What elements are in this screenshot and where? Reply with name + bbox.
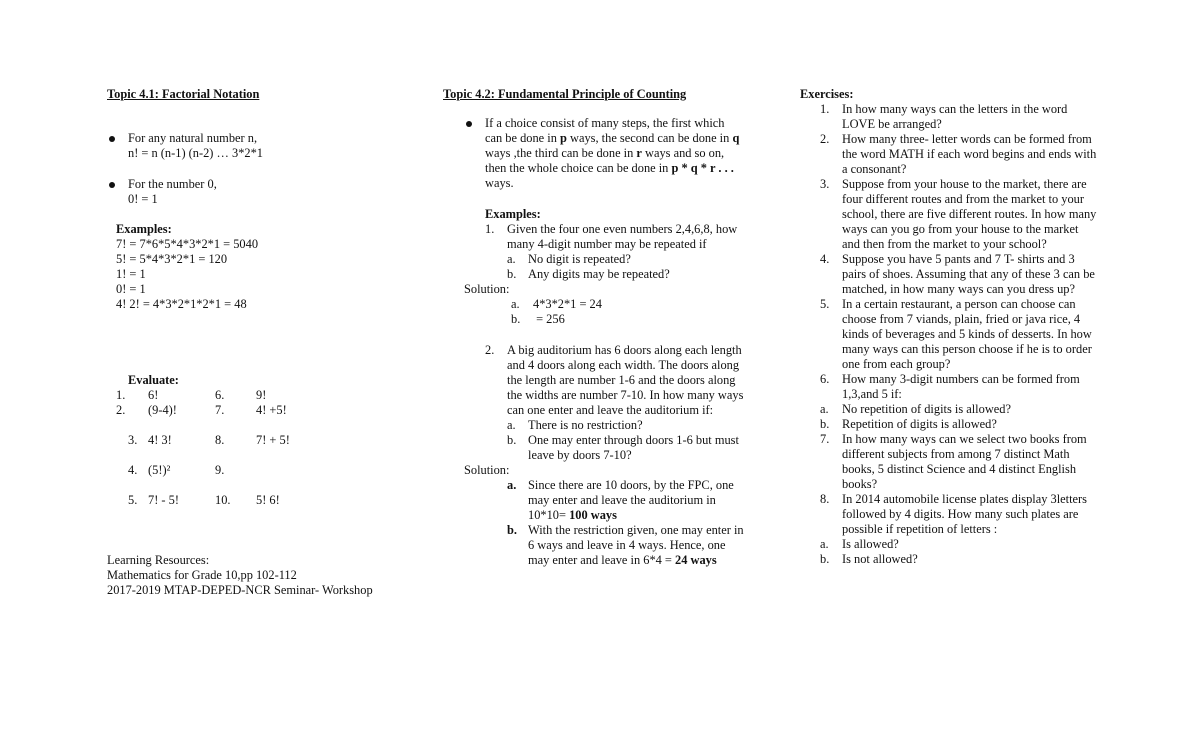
example-line: 0! = 1 <box>116 282 146 296</box>
exercise-line: Is not allowed? <box>842 552 918 566</box>
exercise-number: 1. <box>820 102 830 116</box>
exercise-line: followed by 4 digits. How many such plates are <box>842 507 1079 521</box>
exercise-number: 3. <box>820 177 830 191</box>
exercise-number: a. <box>820 537 829 551</box>
exercise-line: How many 3-digit numbers can be formed from <box>842 372 1080 386</box>
exercise-line: Suppose you have 5 pants and 7 T- shirts and 3 <box>842 252 1075 266</box>
exercise-line: How many three- letter words can be formed from <box>842 132 1092 146</box>
bullet-icon <box>109 136 115 142</box>
exercise-line: Is allowed? <box>842 537 899 551</box>
exercise-number: a. <box>820 402 829 416</box>
exercise-number: 6. <box>820 372 830 386</box>
exercise-line: No repetition of digits is allowed? <box>842 402 1011 416</box>
exercise-number: 5. <box>820 297 830 311</box>
exercise-line: the word MATH if each word begins and ends with <box>842 147 1097 161</box>
exercise-number: b. <box>820 552 830 566</box>
exercises-heading: Exercises: <box>800 87 854 101</box>
exercise-line: LOVE be arranged? <box>842 117 942 131</box>
exercise-line: ways can you go from your house to the market <box>842 222 1079 236</box>
exercise-line: In a certain restaurant, a person can choose can <box>842 297 1076 311</box>
example-line: 5! = 5*4*3*2*1 = 120 <box>116 252 228 266</box>
exercise-number: 2. <box>820 132 830 146</box>
example-line: 7! = 7*6*5*4*3*2*1 = 5040 <box>116 237 259 251</box>
exercise-number: 7. <box>820 432 830 446</box>
exercise-number: 8. <box>820 492 830 506</box>
solution-label: Solution: <box>464 282 510 296</box>
exercise-line: kinds of beverages and 5 kinds of desserts. In how <box>842 327 1092 341</box>
exercise-line: one from each group? <box>842 357 951 371</box>
bullet-icon <box>109 182 115 188</box>
learning-resources: Learning Resources: Mathematics for Grade 10,pp 102-112 2017-2019 MTAP-DEPED-NCR Seminar- Workshop <box>107 553 373 597</box>
topic-factorial-heading: Topic 4.1: Factorial Notation <box>107 87 260 101</box>
bullet-zero-factorial: For the number 0, 0! = 1 <box>128 177 217 206</box>
exercise-line: a consonant? <box>842 162 907 176</box>
exercise-line: 1,3,and 5 if: <box>842 387 902 401</box>
topic-counting-heading: Topic 4.2: Fundamental Principle of Counting <box>443 87 687 101</box>
evaluate-heading: Evaluate: <box>128 373 179 387</box>
exercise-line: Suppose from your house to the market, there are <box>842 177 1087 191</box>
exercise-line: In 2014 automobile license plates display 3letters <box>842 492 1087 506</box>
exercise-line: In how many ways can we select two books from <box>842 432 1087 446</box>
exercise-line: different subjects from among 7 distinct Math <box>842 447 1070 461</box>
exercise-line: many ways can this person choose if he is to order <box>842 342 1092 356</box>
exercise-line: books? <box>842 477 878 491</box>
exercise-line: In how many ways can the letters in the word <box>842 102 1068 116</box>
bullet-icon <box>466 121 472 127</box>
factorial-examples <box>116 222 258 312</box>
exercise-line: four different routes and from the market to your <box>842 192 1084 206</box>
solution-label: Solution: <box>464 463 510 477</box>
fpc-definition: If a choice consist of many steps, the first which can be done in p ways, the second can be done in q ways ,the third can be done in r ways and so on, then the whole choice can be done in p * q * r . . . ways. <box>485 116 740 190</box>
exercise-line: pairs of shoes. Assuming that any of these 3 can be <box>842 267 1095 281</box>
example-line: 1! = 1 <box>116 267 146 281</box>
exercise-number: 4. <box>820 252 830 266</box>
exercise-line: choose from 7 viands, plain, fried or java rice, 4 <box>842 312 1081 326</box>
exercise-number: b. <box>820 417 830 431</box>
exercise-line: and then from the market to your school? <box>842 237 1047 251</box>
exercise-line: matched, in how many ways can you dress up? <box>842 282 1075 296</box>
examples-heading: Examples: <box>485 207 541 221</box>
exercise-line: possible if repetition of letters : <box>842 522 998 536</box>
bullet-natural-number: For any natural number n, n! = n (n-1) (n-2) … 3*2*1 <box>128 131 263 160</box>
exercise-line: books, 5 distinct Science and 4 distinct English <box>842 462 1077 476</box>
example-line: 4! 2! = 4*3*2*1*2*1 = 48 <box>116 297 247 311</box>
exercise-line: Repetition of digits is allowed? <box>842 417 997 431</box>
exercise-line: school, there are five different routes. In how many <box>842 207 1097 221</box>
examples-heading: Examples: <box>116 222 172 236</box>
